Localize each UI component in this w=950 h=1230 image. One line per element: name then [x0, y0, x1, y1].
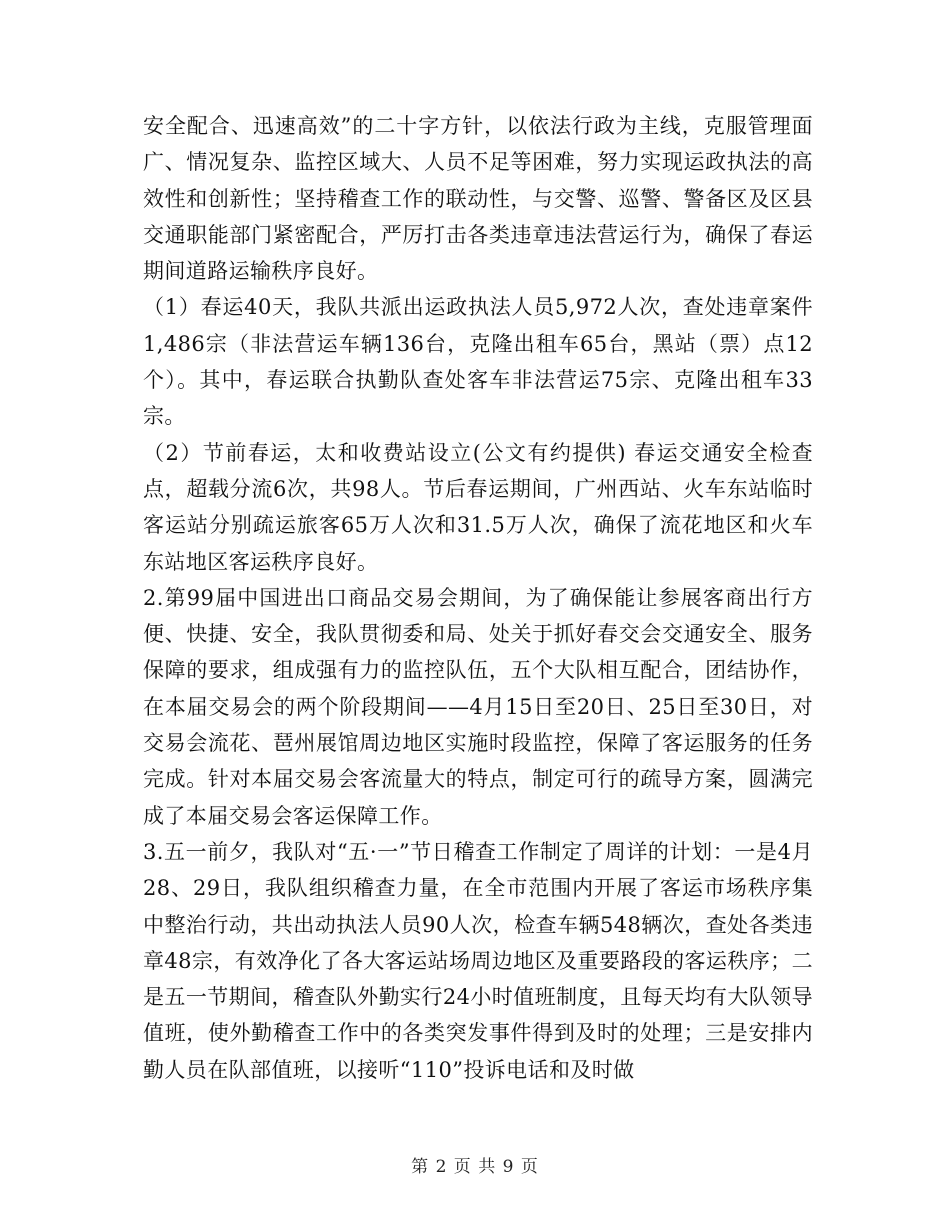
- paragraph-intro: 安全配合、迅速高效”的二十字方针，以依法行政为主线，克服管理面广、情况复杂、监控区域大、人员不足等困难，努力实现运政执法的高效性和创新性；坚持稽查工作的联动性，与交警、巡警、警备区及区县交通职能部门紧密配合，严厉打击各类违章违法营运行为，确保了春运期间道路运输秩序良好。: [143, 114, 813, 284]
- document-body: [143, 108, 813, 1088]
- paragraph-canton-fair: 2.第99届中国进出口商品交易会期间，为了确保能让参展客商出行方便、快捷、安全，我队贯彻委和局、处关于抓好春交会交通安全、服务保障的要求，组成强有力的监控队伍，五个大队相互配合，团结协作，在本届交易会的两个阶段期间——4月15日至20日、25日至30日，对交易会流花、琶州展馆周边地区实施时段监控，保障了客运服务的任务完成。针对本届交易会客流量大的特点，制定可行的疏导方案，圆满完成了本届交易会客运保障工作。: [143, 585, 813, 828]
- paragraph-may-day: 3.五一前夕，我队对“五·一”节日稽查工作制定了周详的计划：一是4月28、29日，我队组织稽查力量，在全市范围内开展了客运市场秩序集中整治行动，共出动执法人员90人次，检查车辆548辆次，查处各类违章48宗，有效净化了各大客运站场周边地区及重要路段的客运秩序；二是五一节期间，稽查队外勤实行24小时值班制度，且每天均有大队领导值班，使外勤稽查工作中的各类突发事件得到及时的处理；三是安排内勤人员在队部值班，以接听“110”投诉电话和及时做: [143, 839, 813, 1082]
- paragraph-item-2: （2）节前春运，太和收费站设立(公文有约提供) 春运交通安全检查点，超载分流6次，共98人。节后春运期间，广州西站、火车东站临时客运站分别疏运旅客65万人次和31.5万人次，确保了流花地区和火车东站地区客运秩序良好。: [143, 440, 813, 574]
- page-number-footer: 第 2 页 共 9 页: [411, 1157, 539, 1177]
- paragraph-item-1: （1）春运40天，我队共派出运政执法人员5,972人次，查处违章案件1,486宗（非法营运车辆136台，克隆出租车65台，黑站（票）点12个）。其中，春运联合执勤队查处客车非法营运75宗、克隆出租车33宗。: [143, 295, 813, 429]
